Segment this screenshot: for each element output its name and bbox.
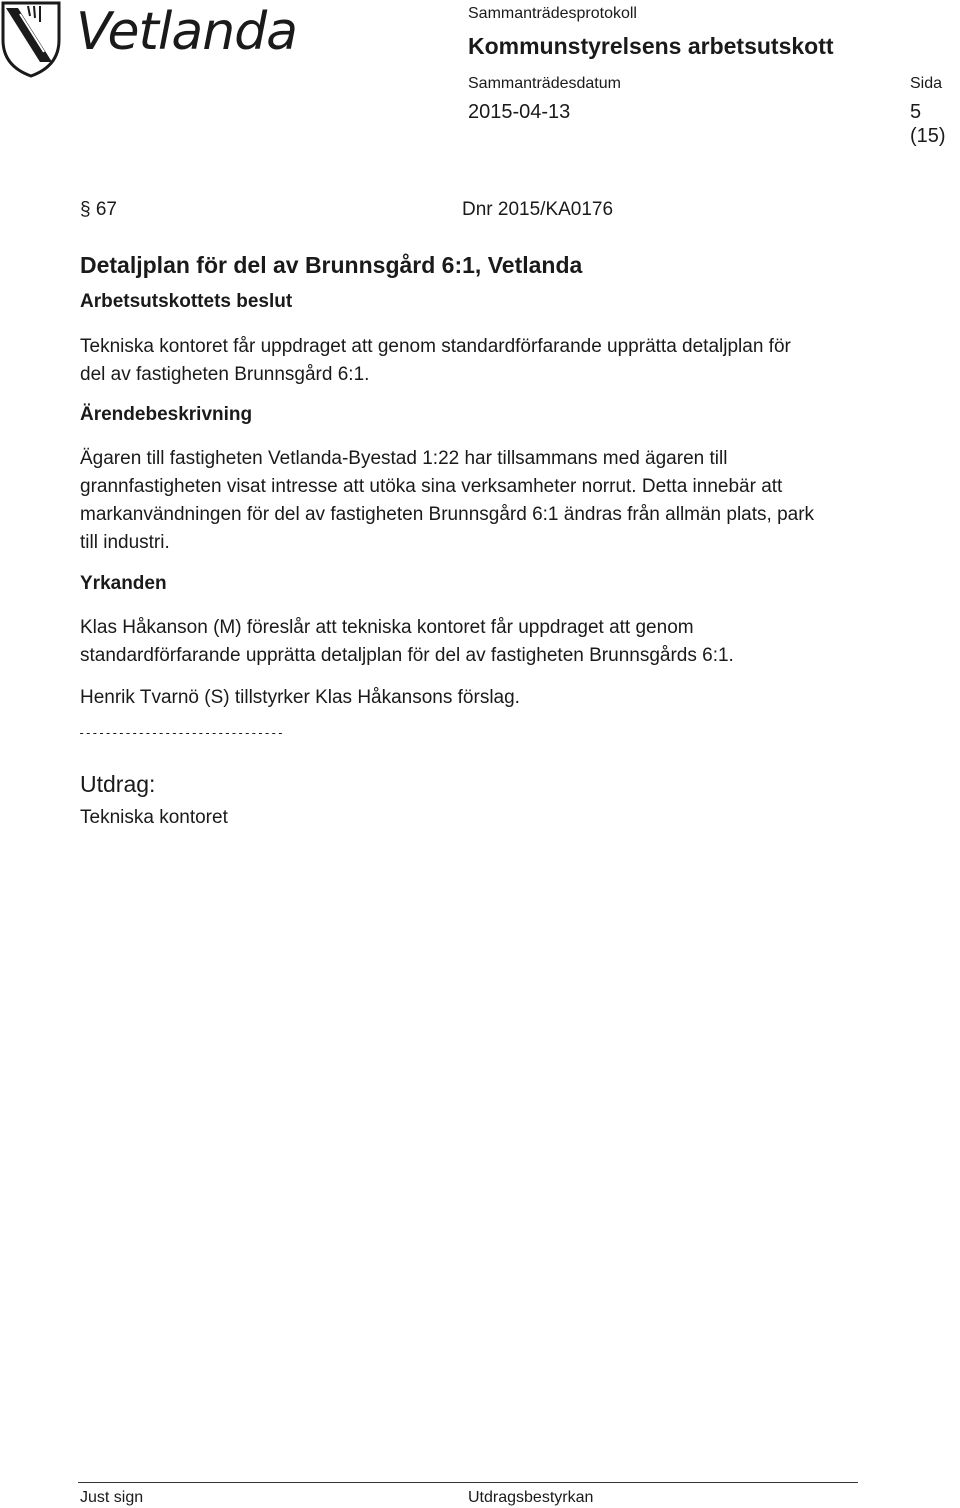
- extract-heading: Utdrag:: [80, 771, 156, 797]
- description-heading: Ärendebeskrivning: [80, 404, 253, 425]
- case-number: Dnr 2015/KA0176: [462, 199, 614, 220]
- description-line: markanvändningen för del av fastigheten Brunnsgård 6:1 ändras från allmän plats, park: [80, 504, 815, 525]
- case-title: Detaljplan för del av Brunnsgård 6:1, Vetlanda: [80, 252, 583, 278]
- support-statement: Henrik Tvarnö (S) tillstyrker Klas Håkansons förslag.: [80, 687, 520, 708]
- logo-wordmark: Vetlanda: [76, 2, 298, 62]
- claims-heading: Yrkanden: [80, 573, 167, 594]
- dashed-divider: -------------------------------: [78, 726, 284, 740]
- meeting-date: 2015-04-13: [468, 101, 571, 123]
- decision-heading: Arbetsutskottets beslut: [80, 291, 293, 312]
- description-line: till industri.: [80, 532, 170, 553]
- document-type: Sammanträdesprotokoll: [468, 5, 637, 22]
- decision-line: Tekniska kontoret får uppdraget att genom standardförfarande upprätta detaljplan för: [80, 336, 791, 357]
- page-label: Sida: [910, 75, 943, 92]
- footer-rule: [78, 1482, 858, 1483]
- meeting-date-label: Sammanträdesdatum: [468, 75, 621, 92]
- paragraph-number: § 67: [80, 199, 117, 220]
- municipal-shield-logo: [0, 0, 62, 78]
- claims-line: Klas Håkanson (M) föreslår att tekniska kontoret får uppdraget att genom: [80, 617, 694, 638]
- committee-name: Kommunstyrelsens arbetsutskott: [468, 33, 834, 59]
- page-number: 5 (15): [910, 101, 946, 147]
- certification-label: Utdragsbestyrkan: [468, 1489, 594, 1506]
- decision-line: del av fastigheten Brunnsgård 6:1.: [80, 364, 370, 385]
- description-line: grannfastigheten visat intresse att utöka sina verksamheter norrut. Detta innebär att: [80, 476, 783, 497]
- description-line: Ägaren till fastigheten Vetlanda-Byestad 1:22 har tillsammans med ägaren till: [80, 448, 728, 469]
- signature-label: Just sign: [80, 1489, 144, 1506]
- claims-line: standardförfarande upprätta detaljplan för del av fastigheten Brunnsgårds 6:1.: [80, 645, 734, 666]
- extract-recipient: Tekniska kontoret: [80, 807, 228, 828]
